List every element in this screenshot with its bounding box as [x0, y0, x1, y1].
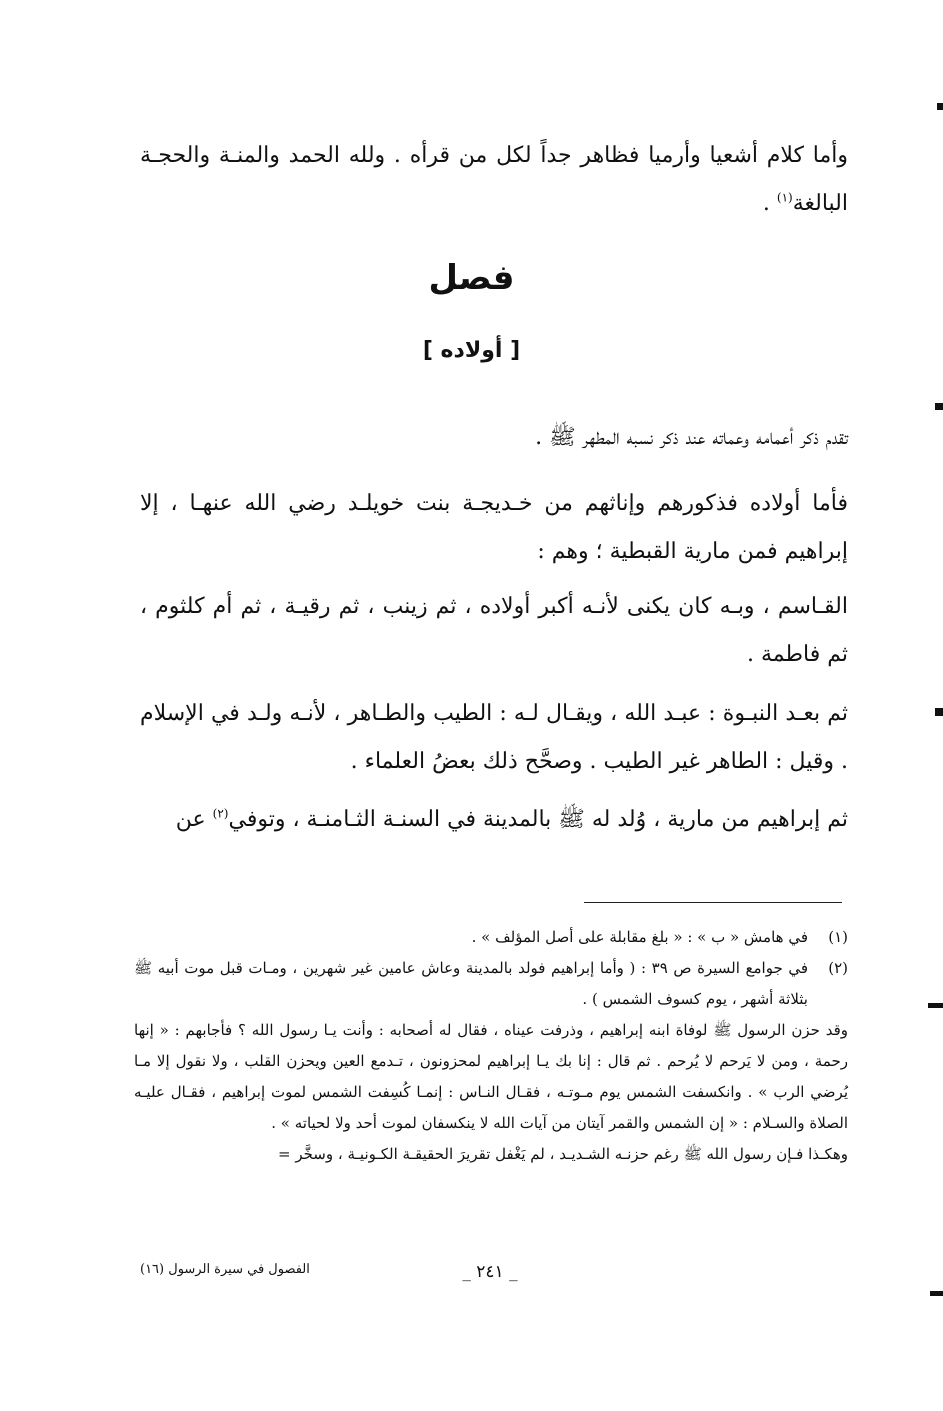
footnote-2-text: في جوامع السيرة ص ٣٩ : ( وأما إبراهيم فولد بالمدينة وعاش عامين غير شهرين ، ومـات قبل موت أبيه ﷺ بثلاثة أشهر ، يوم كسوف الشمس ) .: [134, 959, 809, 1008]
footnote-2-continuation-2: وهكـذا فـإن رسول الله ﷺ رغم حزنـه الشـديـد ، لم يَغْفل تقريرَ الحقيقـة الكـونيـة ، وسخَّر =: [278, 1145, 848, 1163]
scan-edge-mark: [935, 708, 943, 716]
footnote-ref-1: (١): [776, 190, 793, 205]
scan-edge-mark: [937, 103, 943, 110]
scan-edge-mark: [928, 1003, 943, 1008]
intro-end: .: [762, 191, 777, 216]
paragraph-4: ثم بعـد النبـوة : عبـد الله ، ويقـال لـه : الطيب والطـاهر ، لأنـه ولـد في الإسلام . وقيل : الطاهر غير الطيب . وصحَّح ذلك بعضُ العلماء .: [140, 701, 848, 774]
footnote-2-continuation-1: وقد حزن الرسول ﷺ لوفاة ابنه إبراهيم ، وذرفت عيناه ، فقال له أصحابه : وأنت يـا رسول الله ؟ فأجابهم : « إنها رحمة ، ومن لا يَرحم لا يُرحم . ثم قال : إنا بك يـا إبراهيم لمحزونون ، تـدمع العين ويحزن القلب ، ولا نقول إلا مـا يُرضي الرب » . وانكسفت الشمس يوم مـوتـه ، فقـال النـاس : إنمـا كُسِفت الشمس لموت إبراهيم ، فقـال عليـه الصلاة والسـلام : « إن الشمس والقمر آيتان من آيات الله لا ينكسفان لموت أحد ولا لحياته » .: [134, 1021, 848, 1132]
paragraph-3: القـاسم ، وبـه كان يكنى لأنـه أكبر أولاده ، ثم زينب ، ثم رقيـة ، ثم أم كلثوم ، ثم فاطمة .: [140, 594, 848, 667]
paragraph-5-end: عن: [175, 807, 213, 832]
scan-edge-mark: [930, 1291, 943, 1296]
section-title: فصل: [428, 258, 515, 298]
footnote-2: [134, 953, 848, 1015]
footnote-1-number: (١): [828, 928, 848, 946]
footnotes: [134, 922, 848, 1170]
page-number: _ ٢٤١ _: [462, 1262, 518, 1282]
intro-paragraph: [140, 132, 848, 228]
footnote-1-text: في هامش « ب » : « بلغ مقابلة على أصل المؤلف » .: [471, 928, 808, 946]
intro-text: وأما كلام أشعيا وأرميا فظاهر جداً لكل من قرأه . ولله الحمد والمنـة والحجـة البالغة: [140, 143, 848, 216]
scan-edge-mark: [935, 403, 943, 410]
paragraph-5: [140, 796, 848, 844]
footnote-1: [134, 922, 848, 953]
paragraph-1: تقدم ذكر أعمامه وعماته عند ذكر نسبه المطهر ﷺ .: [535, 425, 848, 450]
paragraph-5-text: ثم إبراهيم من مارية ، وُلد له ﷺ بالمدينة في السنـة الثـامنـة ، وتوفي: [228, 807, 848, 832]
footnote-ref-2: (٢): [212, 806, 229, 821]
footnote-divider: [584, 902, 842, 903]
footnote-2-number: (٢): [828, 959, 848, 977]
section-subtitle: [ أولاده ]: [422, 338, 521, 363]
paragraph-2: فأما أولاده فذكورهم وإناثهم من خـديجـة بنت خويلـد رضي الله عنهـا ، إلا إبراهيم فمن مارية القبطية ؛ وهم :: [140, 491, 848, 564]
running-footer-title: الفصول في سيرة الرسول (١٦): [140, 1262, 310, 1277]
